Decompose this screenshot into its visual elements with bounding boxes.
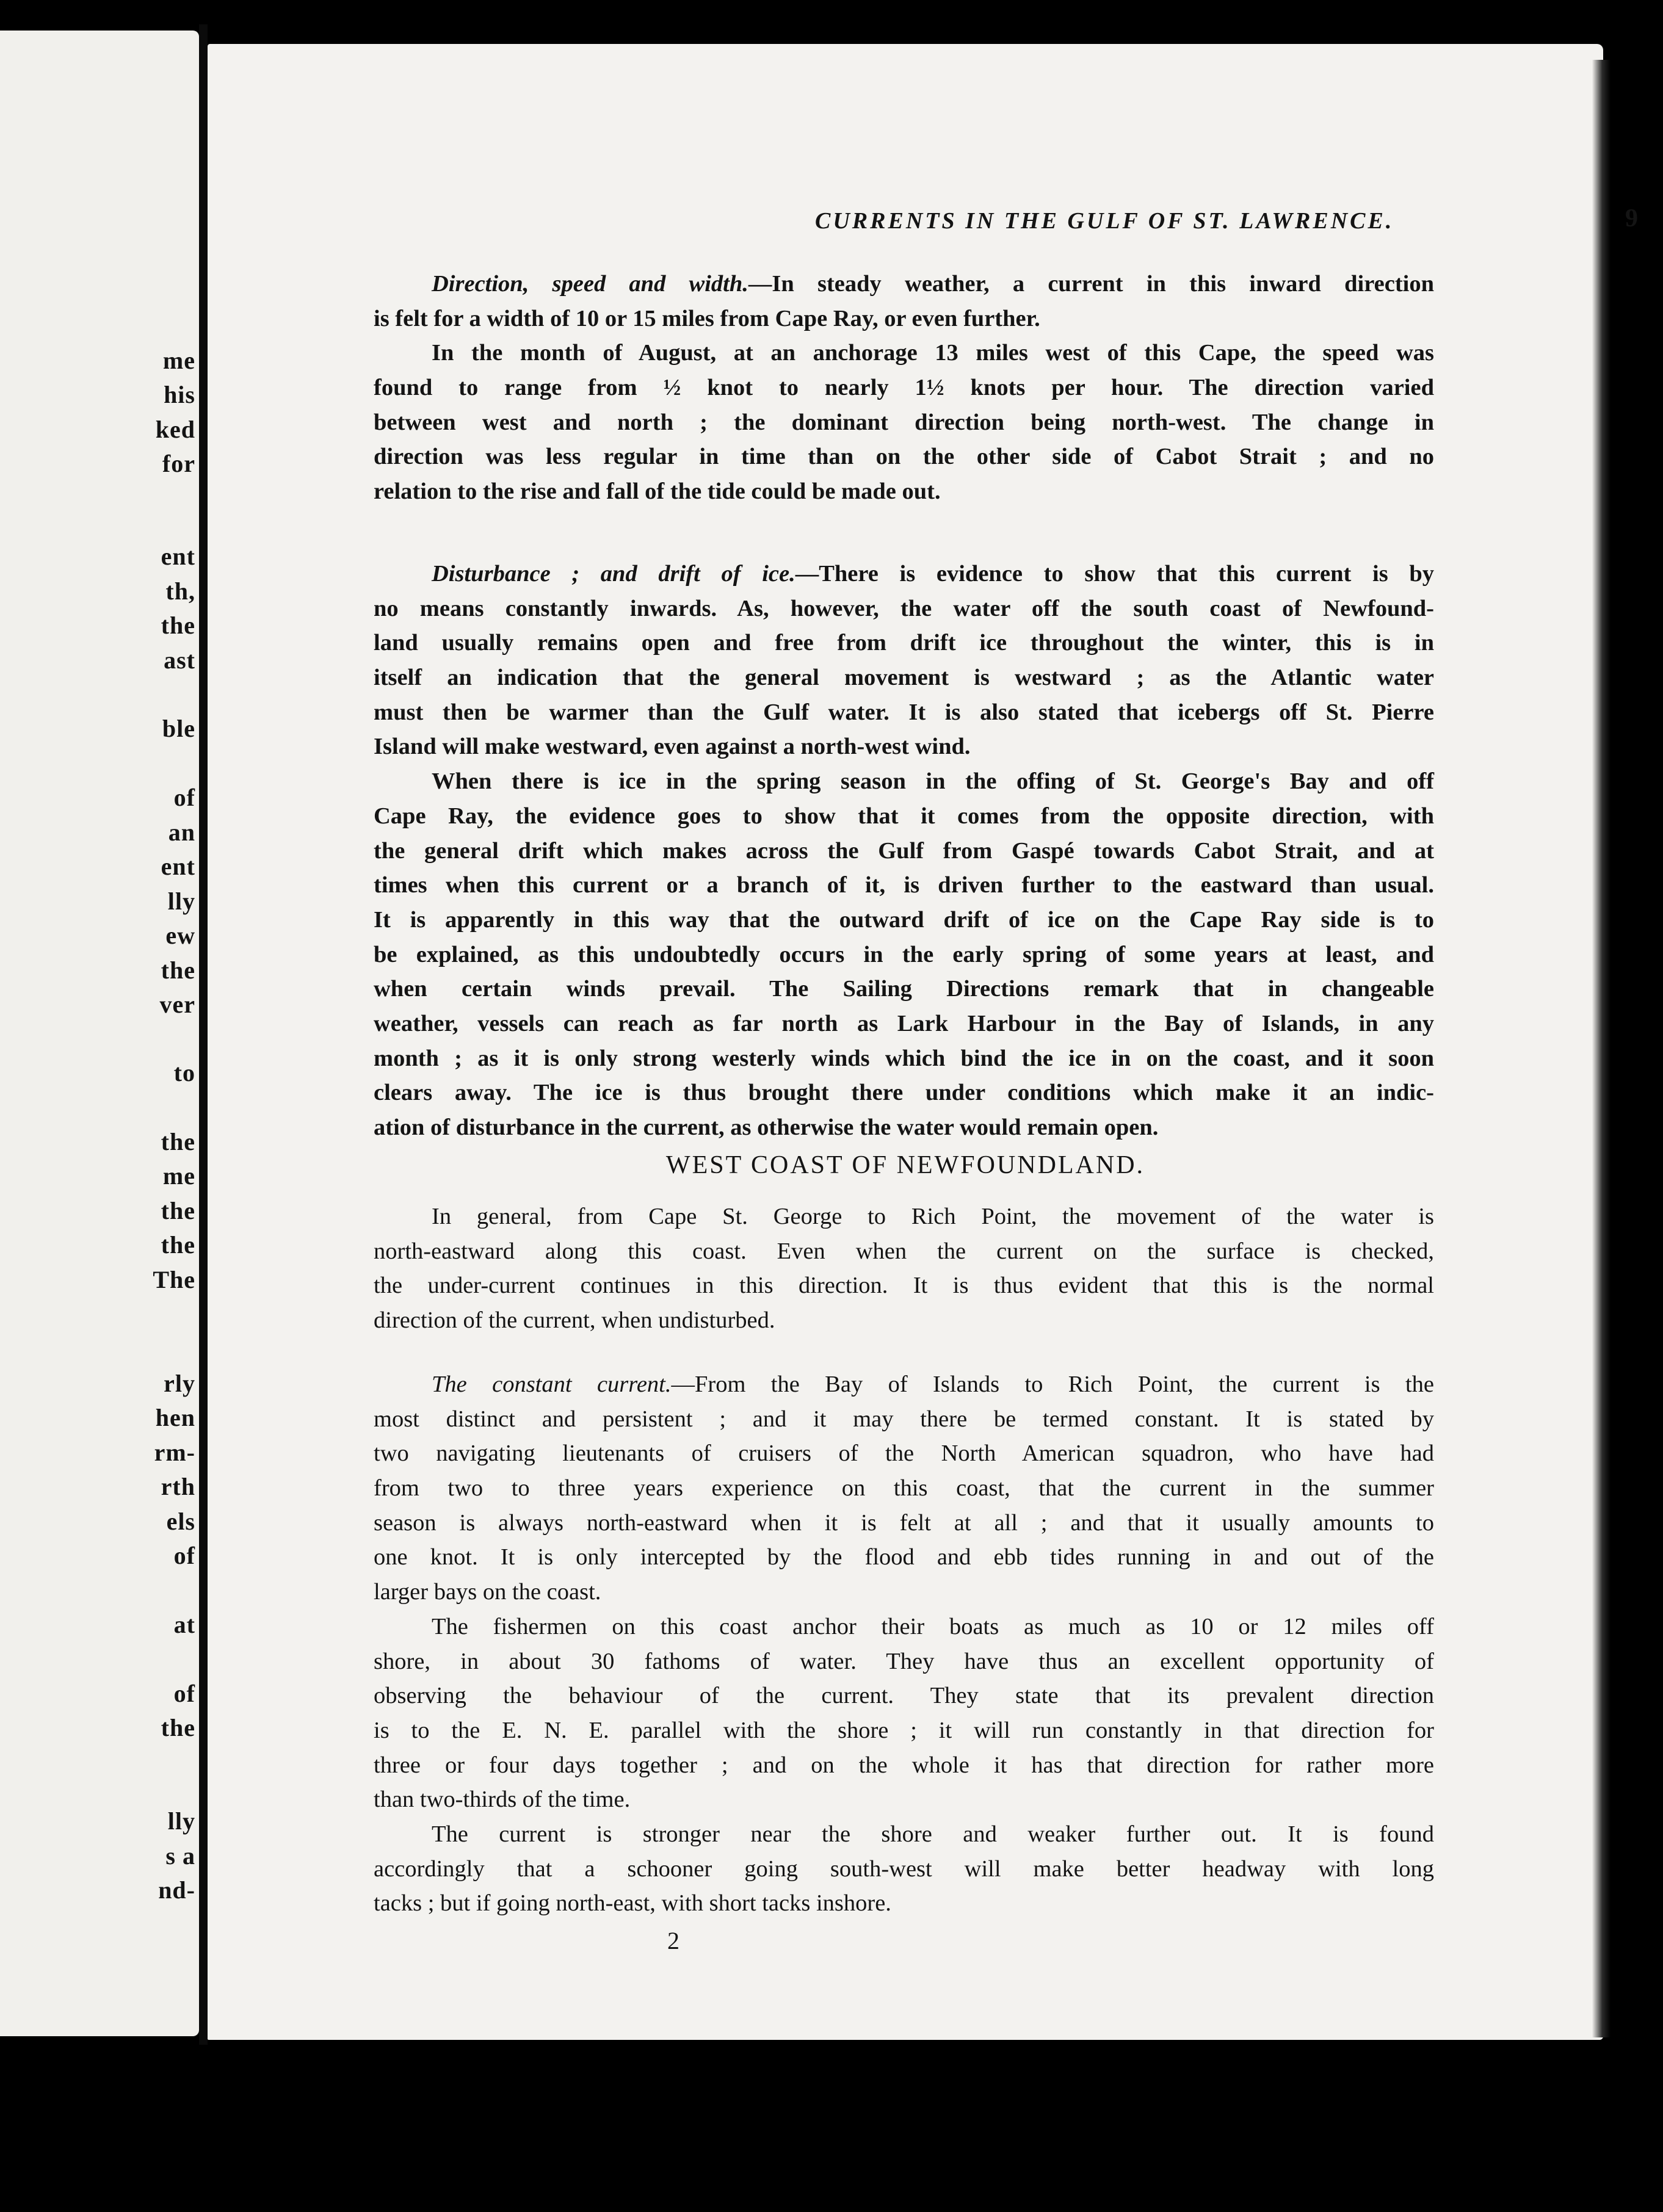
paragraph-disturbance-drift-of-ice	[374, 557, 1434, 1145]
facing-page-fragment: of	[173, 1680, 195, 1707]
line-text: direction of the current, when undisturbed.	[374, 1307, 775, 1334]
paragraph-west-coast-general	[374, 1199, 1434, 1338]
line-text: when certain winds prevail. The Sailing Directions remark that in changeable	[374, 976, 1434, 1002]
line-text: is felt for a width of 10 or 15 miles from Cape Ray, or even further.	[374, 305, 1040, 331]
text-line	[374, 903, 1434, 938]
text-line	[374, 1007, 1434, 1041]
text-line	[374, 1110, 1434, 1145]
facing-page-fragment: to	[173, 1059, 195, 1086]
facing-page-fragment: s a	[165, 1842, 195, 1870]
line-text: accordingly that a schooner going south-west will make better headway with long	[374, 1856, 1434, 1882]
facing-page-fragment: ew	[165, 922, 195, 949]
facing-page-fragment: of	[173, 784, 195, 811]
facing-page-text-fragments	[0, 31, 199, 2036]
text-line	[374, 1506, 1434, 1541]
line-text: found to range from ½ knot to nearly 1½ knots per hour. The direction varied	[374, 375, 1434, 401]
line-text: Island will make westward, even against a north-west wind.	[374, 734, 971, 760]
paragraph-direction-speed-width	[374, 267, 1434, 509]
line-text: must then be warmer than the Gulf water. It is also stated that icebergs off St. Pierre	[374, 699, 1434, 725]
facing-page-fragment: an	[168, 819, 195, 846]
text-line	[374, 557, 1434, 591]
line-text: The current is stronger near the shore and weaker further out. It is found	[432, 1821, 1434, 1847]
facing-page-fragment: the	[161, 1128, 195, 1155]
facing-page-fragment: ver	[159, 991, 195, 1018]
facing-page-edge	[0, 31, 199, 2036]
line-text: land usually remains open and free from drift ice throughout the winter, this is in	[374, 630, 1434, 656]
line-text: the under-current continues in this direction. It is thus evident that this is the normal	[374, 1273, 1434, 1299]
facing-page-fragment: ble	[162, 715, 195, 742]
line-text: In general, from Cape St. George to Rich Point, the movement of the water is	[432, 1204, 1434, 1229]
facing-page-fragment: lly	[167, 887, 195, 915]
line-text: —In steady weather, a current in this inward direction	[748, 271, 1434, 297]
facing-page-fragment: of	[173, 1542, 195, 1569]
signature-mark: 2	[667, 1927, 679, 1954]
paragraph-constant-current	[374, 1367, 1434, 1921]
text-line	[374, 834, 1434, 869]
text-line	[374, 1402, 1434, 1437]
text-line	[374, 1610, 1434, 1644]
facing-page-fragment: The	[153, 1266, 195, 1293]
facing-page-fragment: nd-	[158, 1876, 195, 1904]
line-text: is to the E. N. E. parallel with the shore ; it will run constantly in that direction for	[374, 1717, 1434, 1743]
line-text: Cape Ray, the evidence goes to show that it comes from the opposite direction, with	[374, 803, 1434, 829]
line-text: In the month of August, at an anchorage 13 miles west of this Cape, the speed was	[432, 340, 1434, 366]
line-text: relation to the rise and fall of the tide could be made out.	[374, 479, 941, 505]
facing-page-fragment: for	[162, 450, 195, 477]
text-line	[374, 1471, 1434, 1506]
facing-page-fragment: the	[161, 1714, 195, 1741]
text-line	[374, 1268, 1434, 1303]
text-line	[374, 336, 1434, 370]
line-text: ation of disturbance in the current, as otherwise the water would remain open.	[374, 1115, 1159, 1140]
text-line	[374, 591, 1434, 626]
text-line	[374, 1644, 1434, 1679]
text-line	[374, 868, 1434, 903]
facing-page-fragment: at	[173, 1611, 195, 1638]
text-line	[374, 938, 1434, 972]
facing-page-fragment: me	[162, 347, 195, 374]
facing-page-fragment: ast	[164, 646, 195, 674]
text-line	[374, 1075, 1434, 1110]
line-text: season is always north-eastward when it is felt at all ; and that it usually amounts to	[374, 1509, 1434, 1536]
text-line	[374, 1041, 1434, 1076]
text-line	[374, 1575, 1434, 1610]
line-text: between west and north ; the dominant direction being north-west. The change in	[374, 409, 1434, 435]
text-line	[374, 1367, 1434, 1402]
line-text: When there is ice in the spring season in the offing of St. George's Bay and off	[432, 768, 1434, 795]
line-text: from two to three years experience on this coast, that the current in the summer	[374, 1475, 1434, 1502]
facing-page-fragment: the	[161, 1197, 195, 1224]
facing-page-fragment: me	[162, 1162, 195, 1190]
text-line	[374, 439, 1434, 474]
line-text: no means constantly inwards. As, however, the water off the south coast of Newfound-	[374, 595, 1434, 621]
line-text: the general drift which makes across the Gulf from Gaspé towards Cabot Strait, and at	[374, 837, 1434, 864]
text-line	[374, 729, 1434, 764]
text-line	[374, 972, 1434, 1007]
line-text: three or four days together ; and on the whole it has that direction for rather more	[374, 1752, 1434, 1778]
page	[208, 44, 1638, 2040]
facing-page-fragment: ent	[161, 543, 195, 570]
facing-page-fragment: rth	[161, 1473, 195, 1500]
text-line	[374, 302, 1434, 336]
line-text: most distinct and persistent ; and it may there be termed constant. It is stated by	[374, 1406, 1434, 1432]
facing-page-fragment: the	[161, 1231, 195, 1259]
facing-page-fragment: lly	[167, 1807, 195, 1835]
text-line	[374, 660, 1434, 695]
section-heading: WEST COAST OF NEWFOUNDLAND.	[665, 1151, 1145, 1179]
facing-page-fragment: rly	[164, 1370, 195, 1397]
line-text: be explained, as this undoubtedly occurs in the early spring of some years at least, and	[374, 941, 1434, 967]
text-line	[374, 1782, 1434, 1817]
line-text: observing the behaviour of the current. They state that its prevalent direction	[374, 1683, 1434, 1709]
facing-page-fragment: rm-	[154, 1439, 195, 1466]
line-text: direction was less regular in time than on the other side of Cabot Strait ; and no	[374, 444, 1434, 470]
line-text: The fishermen on this coast anchor their boats as much as 10 or 12 miles off	[432, 1613, 1434, 1639]
facing-page-fragment: hen	[155, 1404, 195, 1431]
line-text: than two-thirds of the time.	[374, 1787, 631, 1813]
text-line	[374, 405, 1434, 440]
text-line	[374, 764, 1434, 799]
line-text: —From the Bay of Islands to Rich Point, the current is the	[671, 1372, 1434, 1397]
text-line	[374, 1679, 1434, 1713]
paragraph-lead-in: Direction, speed and width.	[432, 271, 748, 297]
line-text: north-eastward along this coast. Even when the current on the surface is checked,	[374, 1238, 1434, 1264]
paragraph-lead-in: Disturbance ; and drift of ice.	[432, 561, 795, 587]
text-line	[374, 474, 1434, 509]
line-text: times when this current or a branch of it, is driven further to the eastward than usual.	[374, 872, 1434, 898]
line-text: It is apparently in this way that the outward drift of ice on the Cape Ray side is to	[374, 906, 1434, 933]
facing-page-fragment: th,	[165, 577, 195, 605]
running-title: CURRENTS IN THE GULF OF ST. LAWRENCE.	[815, 208, 1394, 234]
paragraph-lead-in: The constant current.	[432, 1372, 672, 1397]
facing-page-fragment: els	[166, 1508, 195, 1535]
text-line	[374, 1540, 1434, 1575]
text-line	[374, 1748, 1434, 1783]
facing-page-fragment: his	[164, 381, 195, 408]
text-line	[374, 1817, 1434, 1852]
facing-page-fragment: the	[161, 612, 195, 639]
text-line	[374, 695, 1434, 730]
text-line	[374, 626, 1434, 660]
line-text: —There is evidence to show that this current is by	[795, 561, 1434, 587]
book-gutter	[199, 24, 208, 2045]
text-line	[374, 1303, 1434, 1338]
text-line	[374, 799, 1434, 834]
line-text: shore, in about 30 fathoms of water. They have thus an excellent opportunity of	[374, 1648, 1434, 1674]
text-line	[374, 370, 1434, 405]
facing-page-fragment: ent	[161, 853, 195, 880]
line-text: month ; as it is only strong westerly winds which bind the ice in on the coast, and it soon	[374, 1045, 1434, 1071]
page-number: 9	[1625, 204, 1638, 233]
line-text: larger bays on the coast.	[374, 1579, 601, 1605]
facing-page-fragment: the	[161, 956, 195, 984]
text-line	[374, 1713, 1434, 1748]
line-text: weather, vessels can reach as far north as Lark Harbour in the Bay of Islands, in any	[374, 1010, 1434, 1036]
facing-page-fragment: ked	[155, 416, 195, 443]
text-line	[374, 1234, 1434, 1269]
page-edge-shadow	[1592, 60, 1610, 2037]
text-line	[374, 1436, 1434, 1471]
text-line	[374, 1852, 1434, 1887]
text-line	[374, 1886, 1434, 1921]
line-text: tacks ; but if going north-east, with short tacks inshore.	[374, 1890, 891, 1917]
text-line	[374, 1199, 1434, 1234]
line-text: clears away. The ice is thus brought there under conditions which make it an indic-	[374, 1080, 1434, 1106]
line-text: itself an indication that the general movement is westward ; as the Atlantic water	[374, 665, 1434, 691]
line-text: one knot. It is only intercepted by the flood and ebb tides running in and out of the	[374, 1544, 1434, 1570]
text-line	[374, 267, 1434, 302]
line-text: two navigating lieutenants of cruisers of the North American squadron, who have had	[374, 1440, 1434, 1467]
